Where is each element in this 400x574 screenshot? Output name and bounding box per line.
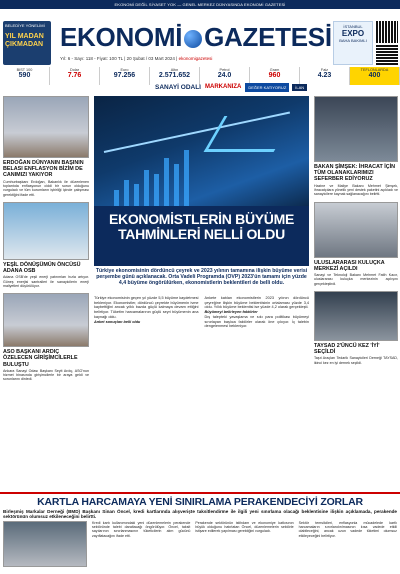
ad-band-4: İLAN [292,84,307,91]
bottom-text: Perakende sektörünün istihdam ve ekonomiye katkısının büyük olduğunu hatırlatan Öncel, düzenlemelerin sektörle istişare edilerek yapılması gerektiğini vurguladı. [195,520,294,534]
article-photo [314,202,398,258]
ticker-value: 24.0 [217,72,232,79]
article-body: Taşıt Araçları Tedarik Sanayicileri Derneği TAYSAD, ikinci kez en iyi dernek seçildi. [314,356,398,365]
ticker-label: Euro [120,68,129,72]
article-photo [3,293,89,347]
ticker-label: Altın [170,68,179,72]
ticker-label: Gram [269,68,280,72]
left-ad-headline: YIL MADAN ÇIKMADAN [5,33,44,48]
ticker-label: TEFLONLARDA [360,68,389,72]
globe-icon [184,30,202,48]
bottom-story [0,492,400,574]
main-text: Ankete katılan ekonomistlerin 2023 yılının dördüncü çeyreğine ilişkin büyüme beklentisinin ortalaması yüzde 3,4 oldu. Yıllık büyüme beklentisi ise yüzde 4,2 olarak gerçekleşti. [204,296,309,310]
website[interactable]: ekonomigazetesi [178,56,213,61]
logo-left: EKONOMİ [60,22,183,52]
article-photo [3,521,87,567]
article-headline[interactable]: ULUSLARARASI KULUÇKA MERKEZİ AÇILDI [314,259,385,272]
right-ad-sub: BAHA BAKIMLI [339,38,367,43]
article-photo [3,96,89,158]
photo-bar [154,174,159,210]
main-lead: Türkiye ekonomisinin dördüncü çeyrek ve 2023 yılının tamamına ilişkin büyüme verisi perşembe günü açıklanacak. Orta Vadeli Programda (OVP) 2023'ün tamamı için yüzde 4,4 büyüme öngörülürken, ekonomistlerin beklentileri de belli oldu. [95,268,308,287]
main-text: Dış talepteki yavaşlama ve sıkı para politikası büyümeyi sınırlayan başlıca faktörler olarak öne çıkıyor. İç talebin dengelenmesi bekleniyor. [204,314,309,329]
article-body: Adana OSB'de yeşil enerji yatırımları hızla artıyor. Güneş enerjisi santralleri ile sanayicilerin enerji maliyetleri düşürülüyor. [3,275,89,288]
main-column-1 [94,296,199,329]
barcode-icon [376,45,398,65]
main-columns [94,296,309,329]
bottom-headline[interactable]: KARTLA HARCAMAYA YENİ SINIRLAMA PERAKENDECİYİ ZORLAR [37,496,363,508]
ticker-item [0,67,50,85]
bottom-text: Sektör temsilcileri, enflasyonla mücadelede kartlı harcamaların sınırlandırılmasının kısa vadede etkili olabileceğini, ancak uzun vadede tüketimi olumsuz etkileyeceğini belirtiyor. [298,520,397,538]
article-headline[interactable]: BAKAN ŞİMŞEK: İHRACAT İÇİN TÜM OLANAKLARIMIZI SEFERBER EDİYORUZ [314,164,396,183]
right-column [314,96,398,489]
ticker-value: 4.23 [317,72,332,79]
logo-right: GAZETESİ [204,22,332,52]
main-photo [94,96,309,218]
photo-arrow [204,116,295,152]
ad-band-2: MARKANIZA [205,84,242,90]
article-body: Cumhurbaşkanı Erdoğan, Bakanlık ile düzenlenen toplantıda enflasyonun ciddi bir sorun olduğunu vurguladı ve tüm kurumların işbirliği içinde çalışması gerektiğini ifade etti. [3,179,89,197]
bottom-columns [0,521,400,567]
main-column-2 [205,296,310,329]
article-photo [314,96,398,162]
article-headline[interactable]: ERDOĞAN DÜNYANIN BAŞININ BELASI ENFLASYON BİZİM DE CANIMIZI YAKIYOR [3,160,84,179]
bottom-lead: Birleşmiş Markalar Derneği (BMD) Başkanı Sinan Öncel, kredi kartlarında alışverişte taksitlendirme ile ilgili yeni sınırlama olacağı beklentisine ilişkin açıklamada, perakende sektörünün olumsuz etkileneceğini belirtti. [3,509,397,520]
article-headline[interactable]: TAYSAD 2'ÜNCÜ KEZ 'İYİ' SEÇİLDİ [314,342,380,355]
photo-bar [174,164,179,210]
top-banner: EKONOMİ DEĞİL SİYASET YOK — GENEL MERKEZ DÜNYASINDA EKONOMİ GAZETESİ [0,0,400,9]
main-story [94,96,309,489]
masthead [0,9,400,65]
ticker-item [50,67,100,85]
headline-box [94,206,309,266]
right-ad[interactable] [333,21,373,65]
ticker-item [100,67,150,85]
ad-band[interactable] [155,80,400,94]
main-text: Türkiye ekonomisinin geçen yıl yüzde 5,5 büyüme kaydetmesi bekleniyor. Ekonomistler, dördüncü çeyrekte büyümenin ivme kaybettiğini ancak yıllık bazda güçlü kalmaya devam ettiğini belirtiyor. Tüketim harcamalarının güçlü seyri büyümenin ana kaynağı oldu. [94,296,199,319]
ticker-value: 2.571.652 [158,72,191,79]
article-headline[interactable]: ASO BAŞKANI ARDIÇ ÖZELECEN GİRİŞİMCİLERLE BULUŞTU [3,349,78,368]
main-subhead: Büyümeyi belirleyen faktörler [204,310,258,315]
ticker-value: 960 [268,72,281,79]
issue-line: Yıl: 6 - Sayı: 118 - Fiyat: 100 TL | 20 Şubat / 03 Mart 2024 | ekonomigazetesi [60,56,213,61]
photo-bar [184,150,189,210]
right-ad-title: İSTANBUL [343,24,363,29]
ticker-label: Petrol [219,68,230,72]
article-body: Hazine ve Maliye Bakanı Mehmet Şimşek, ihracatçılara yönelik yeni destek paketini açıkladı ve sanayicilere kaynak sağlanacağını belirtti. [314,183,398,197]
ad-band-1: SANAYİ ODALI [155,83,201,91]
ticker-label: Faiz [320,68,329,72]
qr-code-icon[interactable] [376,21,398,43]
issue-date: 20 Şubat / 03 Mart 2024 [126,56,175,61]
ticker-value: 97.256 [113,72,136,79]
right-ad-headline: EXPO [341,29,365,38]
article-body: Ankara Sanayi Odası Başkanı Seyit Ardıç, ASO'nun hizmet binasında girişimcilerle bir araya geldi ve sorunlarını dinledi. [3,368,89,382]
issue-number: Yıl: 6 - Sayı: 118 - Fiyat: 100 TL [60,56,123,61]
article-photo [3,202,89,260]
main-subhead: Anket sonuçları belli oldu [94,319,141,324]
left-ad[interactable] [3,21,51,65]
ticker-label: Dolar [69,68,80,72]
ticker-value: 400 [368,72,381,79]
ticker-value: 590 [18,72,31,79]
article-headline[interactable]: YEŞİL DÖNÜŞÜMÜN ÖNCÜSÜ ADANA OSB [3,261,81,274]
article-body: Sanayi ve Teknoloji Bakanı Mehmet Fatih Kacır, uluslararası kuluçka merkezinin açılışını gerçekleştirdi. [314,272,398,286]
left-column [3,96,89,489]
photo-bar [144,170,149,210]
ticker-value: 7.76 [67,72,82,79]
ticker-label: BIST 100 [16,68,33,72]
photo-bar [164,158,169,210]
article-photo [314,291,398,341]
main-headline[interactable]: EKONOMİSTLERİN BÜYÜME TAHMİNLERİ NELLİ OLDU [108,211,295,242]
newspaper-logo[interactable] [60,22,332,53]
left-ad-title: BELEDİYE YÖNELİMİ [5,23,45,28]
ad-band-3: DEĞER KATIYORUZ [245,83,289,92]
bottom-text: Kredi kartı kullanımındaki yeni düzenlemelerin perakende sektöründe talebi daraltacağı öngörülüyor. Öncel, taksit sayılarının sınırlanmasının tüketicilerin alım gücünü zayıflatacağını ifade etti. [92,520,191,538]
